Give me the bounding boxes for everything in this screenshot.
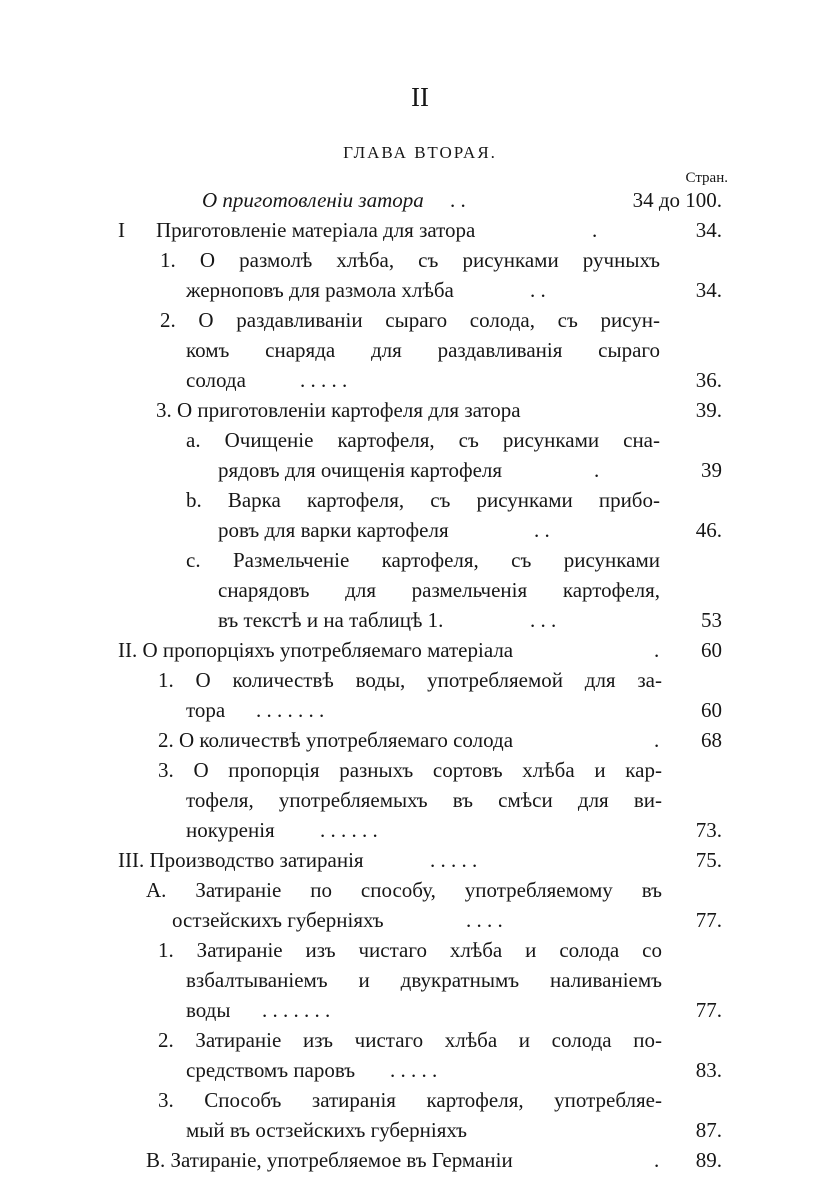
toc-entry-24[interactable] xyxy=(0,905,840,935)
toc-entry-text: 3. О пропорція разныхъ сортовъ хлѣба и кар- xyxy=(158,758,662,782)
toc-entry-text: 2. О количествѣ употребляемаго солода xyxy=(158,728,514,752)
toc-entry-text: тора xyxy=(186,698,226,722)
toc-entry-2 xyxy=(0,245,840,275)
toc-entry-text: c. Размельченіе картофеля, съ рисунками xyxy=(186,548,660,572)
toc-page: 75. xyxy=(695,848,722,872)
toc-leader: . . . . . . xyxy=(320,818,378,842)
toc-page: 60 xyxy=(701,638,722,662)
toc-entry-text: b. Варка картофеля, съ рисунками прибо- xyxy=(186,488,660,512)
toc-entry-30 xyxy=(0,1085,840,1115)
toc-leader: . . . . . . . xyxy=(262,998,331,1022)
toc-page: 87. xyxy=(695,1118,722,1142)
toc-entry-text: A. Затираніе по способу, употребляемому въ xyxy=(146,878,662,902)
toc-entry-text: солода xyxy=(186,368,246,392)
toc-entry-27[interactable] xyxy=(0,995,840,1025)
toc-entry-text: взбалтываніемъ и двукратнымъ наливаніемъ xyxy=(186,968,662,992)
toc-entry-text: ровъ для варки картофеля xyxy=(218,518,449,542)
toc-leader: . xyxy=(654,728,660,752)
toc-entry-21[interactable] xyxy=(0,815,840,845)
toc-entry-text: Приготовленіе матеріала для затора xyxy=(156,218,476,242)
toc-page: 68 xyxy=(701,728,722,752)
toc-entry-text: II. О пропорціяхъ употребляемаго матеріала xyxy=(118,638,514,662)
toc-entry-text: въ текстѣ и на таблицѣ 1. xyxy=(218,608,444,632)
toc-entry-text: мый въ остзейскихъ губерніяхъ xyxy=(186,1118,467,1142)
toc-leader: . . xyxy=(450,188,466,212)
toc-leader: . . xyxy=(530,278,546,302)
chapter-title: ГЛАВА ВТОРАЯ. xyxy=(343,143,497,162)
toc-entry-text: 1. Затираніе изъ чистаго хлѣба и солода со xyxy=(158,938,662,962)
page-number: II xyxy=(411,82,429,112)
toc-leader: . xyxy=(594,458,600,482)
toc-entry-5 xyxy=(0,335,840,365)
toc-entry-31[interactable] xyxy=(0,1115,840,1145)
toc-entry-8 xyxy=(0,425,840,455)
toc-page: 83. xyxy=(695,1058,722,1082)
toc-entry-13 xyxy=(0,575,840,605)
toc-page: 39. xyxy=(695,398,722,422)
toc-page: 34 до 100. xyxy=(632,188,722,212)
toc-page: 60 xyxy=(701,698,722,722)
toc-entry-text: остзейскихъ губерніяхъ xyxy=(172,908,384,932)
toc-leader: . . xyxy=(534,518,550,542)
toc-entry-text: 3. Способъ затиранія картофеля, употребляе- xyxy=(158,1088,662,1112)
toc-entry-text: III. Производство затиранія xyxy=(118,848,364,872)
toc-entry-text: 1. О количествѣ воды, употребляемой для за- xyxy=(158,668,662,692)
toc-entry-text: средствомъ паровъ xyxy=(186,1058,356,1082)
toc-entry-14[interactable] xyxy=(0,605,840,635)
toc-entry-7[interactable] xyxy=(0,395,840,425)
toc-entry-text: 2. Затираніе изъ чистаго хлѣба и солода по- xyxy=(158,1028,662,1052)
toc-entry-text: тофеля, употребляемыхъ въ смѣси для ви- xyxy=(186,788,662,812)
toc-entry-11[interactable] xyxy=(0,515,840,545)
toc-entry-32[interactable] xyxy=(0,1145,840,1175)
toc-entry-text: 2. О раздавливаніи сыраго солода, съ рисун- xyxy=(160,308,660,332)
toc-entry-text: рядовъ для очищенія картофеля xyxy=(218,458,503,482)
toc-page: 77. xyxy=(695,908,722,932)
toc-leader: . xyxy=(654,638,660,662)
toc-entry-text: 3. О приготовленіи картофеля для затора xyxy=(156,398,521,422)
toc-entry-text: жерноповъ для размола хлѣба xyxy=(186,278,454,302)
toc-leader: . . . xyxy=(530,608,557,632)
toc-entry-19 xyxy=(0,755,840,785)
toc-entry-text: нокуренія xyxy=(186,818,275,842)
toc-entry-23 xyxy=(0,875,840,905)
toc-page: 34. xyxy=(695,218,722,242)
toc-entry-10 xyxy=(0,485,840,515)
toc-entry-17[interactable] xyxy=(0,695,840,725)
toc-leader: . xyxy=(592,218,598,242)
toc-page: 53 xyxy=(701,608,722,632)
toc-entry-text: а. Очищеніе картофеля, съ рисунками сна- xyxy=(186,428,660,452)
toc-entry-16 xyxy=(0,665,840,695)
toc-page: 36. xyxy=(695,368,722,392)
toc-entry-15[interactable] xyxy=(0,635,840,665)
toc-leader: . . . . . . . xyxy=(256,698,325,722)
toc-entry-number: I xyxy=(118,218,125,242)
toc-leader: . . . . . xyxy=(430,848,478,872)
toc-page: 89. xyxy=(695,1148,722,1172)
toc-entry-text: воды xyxy=(186,998,231,1022)
toc-entry-28 xyxy=(0,1025,840,1055)
toc-entry-3[interactable] xyxy=(0,275,840,305)
page-column-label: Стран. xyxy=(685,170,728,186)
toc-entry-9[interactable] xyxy=(0,455,840,485)
toc-entry-text: О приготовленіи затора xyxy=(202,188,424,212)
toc-entry-6[interactable] xyxy=(0,365,840,395)
toc-page: 46. xyxy=(695,518,722,542)
toc-page: 34. xyxy=(695,278,722,302)
toc-page: 39 xyxy=(701,458,722,482)
toc-leader: . xyxy=(654,1148,660,1172)
toc-entry-text: снарядовъ для размельченія картофеля, xyxy=(218,578,660,602)
toc-entry-4 xyxy=(0,305,840,335)
toc-entry-text: комъ снаряда для раздавливанія сыраго xyxy=(186,338,660,362)
toc-entry-0[interactable] xyxy=(0,185,840,215)
toc-entry-1[interactable] xyxy=(0,215,840,245)
toc-entry-12 xyxy=(0,545,840,575)
toc-leader: . . . . xyxy=(466,908,503,932)
toc-leader: . . . . . xyxy=(300,368,348,392)
toc-entry-18[interactable] xyxy=(0,725,840,755)
toc-entry-26 xyxy=(0,965,840,995)
toc-entry-22[interactable] xyxy=(0,845,840,875)
toc-entry-text: 1. О размолѣ хлѣба, съ рисунками ручныхъ xyxy=(160,248,660,272)
toc-leader: . . . . . xyxy=(390,1058,438,1082)
toc-page: 73. xyxy=(695,818,722,842)
toc-entry-25 xyxy=(0,935,840,965)
toc-entry-20 xyxy=(0,785,840,815)
toc-page: 77. xyxy=(695,998,722,1022)
toc-entry-29[interactable] xyxy=(0,1055,840,1085)
toc-entry-text: B. Затираніе, употребляемое въ Германіи xyxy=(146,1148,513,1172)
